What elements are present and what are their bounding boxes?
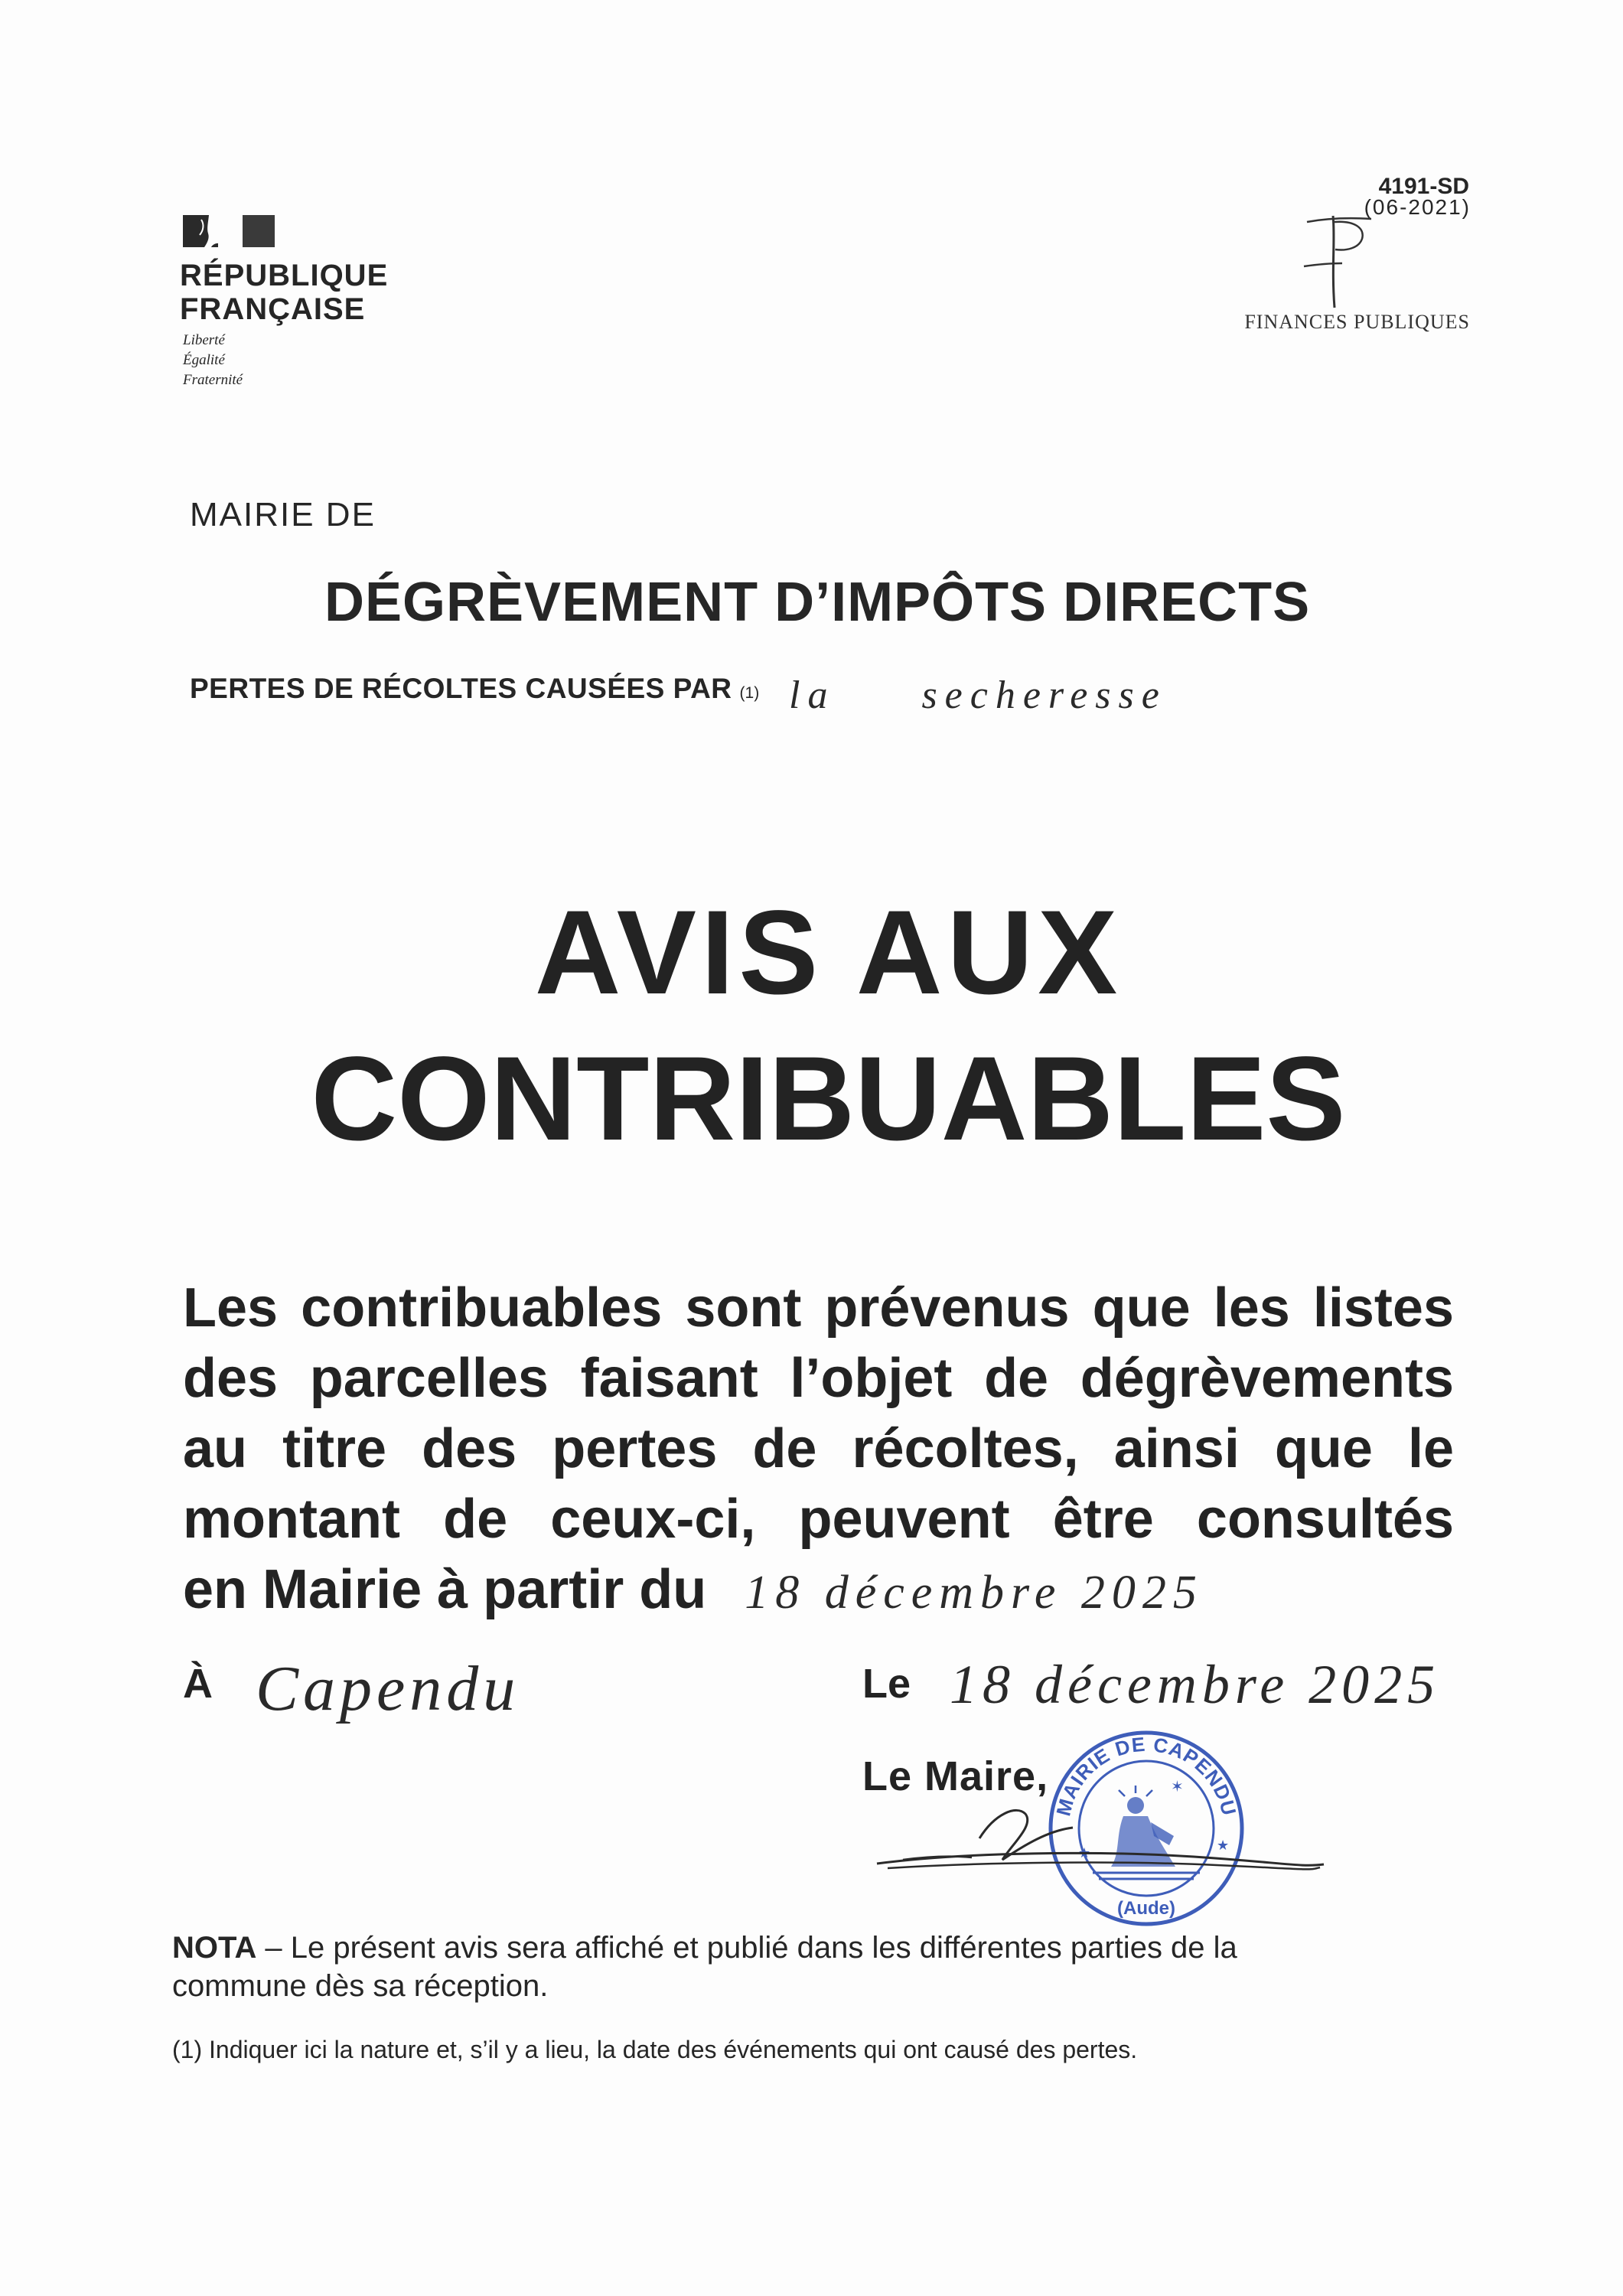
- agency-name: FINANCES PUBLIQUES: [1244, 311, 1470, 333]
- cause-note-ref: (1): [739, 684, 760, 702]
- notice-heading-line-1: AVIS AUX: [534, 886, 1123, 1019]
- form-code: 4191-SD: [1378, 174, 1469, 199]
- star-icon: ✶: [1171, 1777, 1184, 1795]
- nota-block: [172, 1929, 1237, 2005]
- notice-heading-line-2: CONTRIBUABLES: [311, 1032, 1346, 1166]
- cause-label: PERTES DE RÉCOLTES CAUSÉES PAR: [190, 673, 732, 704]
- cause-line: [190, 673, 759, 709]
- motto-egalite: Égalité: [183, 352, 225, 368]
- nota-text-line-2: commune dès sa réception.: [172, 1969, 549, 2003]
- date-handwritten-value: 18 décembre 2025: [950, 1654, 1441, 1715]
- body-line-1: Les contribuables sont prévenus que les listes: [183, 1277, 1454, 1339]
- consult-date-handwritten: 18 décembre 2025: [745, 1567, 1204, 1619]
- marianne-logo: [183, 215, 275, 247]
- body-line-5: [183, 1554, 1454, 1625]
- cause-handwritten-value: la secheresse: [789, 673, 1167, 717]
- star-icon: ★: [1217, 1838, 1230, 1854]
- footnote: (1) Indiquer ici la nature et, s’il y a lieu, la date des événements qui ont causé des pertes.: [172, 2036, 1138, 2063]
- finances-publiques-logo: [1301, 207, 1377, 314]
- signatory-label: Le Maire,: [862, 1753, 1049, 1799]
- body-line-4: montant de ceux-ci, peuvent être consultés: [183, 1489, 1454, 1550]
- form-version: (06-2021): [1364, 195, 1471, 219]
- nota-text-line-1: – Le présent avis sera affiché et publié dans les différentes parties de la: [265, 1931, 1237, 1965]
- stamp-bottom-text: (Aude): [1117, 1898, 1175, 1919]
- nota-label: NOTA: [172, 1931, 257, 1965]
- stamp-ring-textpath: MAIRIE DE CAPENDU: [1051, 1732, 1241, 1818]
- body-line-3: au titre des pertes de récoltes, ainsi que le: [183, 1418, 1454, 1479]
- place-label: À: [183, 1661, 213, 1707]
- republic-line-2: FRANÇAISE: [180, 292, 366, 326]
- body-line-5-text: en Mairie à partir du: [183, 1559, 707, 1620]
- mayor-signature: [872, 1791, 1331, 1890]
- republic-line-1: RÉPUBLIQUE: [180, 259, 389, 292]
- motto-liberte: Liberté: [183, 332, 225, 348]
- mairie-label: MAIRIE DE: [190, 496, 376, 533]
- nota-line-1: [172, 1929, 1237, 1967]
- place-handwritten-value: Capendu: [256, 1653, 520, 1724]
- republic-motto: [183, 331, 243, 390]
- form-title: DÉGRÈVEMENT D’IMPÔTS DIRECTS: [324, 572, 1311, 633]
- motto-fraternite: Fraternité: [183, 372, 243, 388]
- star-icon: ★: [1078, 1845, 1091, 1861]
- body-line-2: des parcelles faisant l’objet de dégrèvements: [183, 1348, 1454, 1409]
- republic-wordmark: [180, 259, 388, 326]
- notice-body: [183, 1273, 1454, 1625]
- date-label: Le: [862, 1661, 911, 1707]
